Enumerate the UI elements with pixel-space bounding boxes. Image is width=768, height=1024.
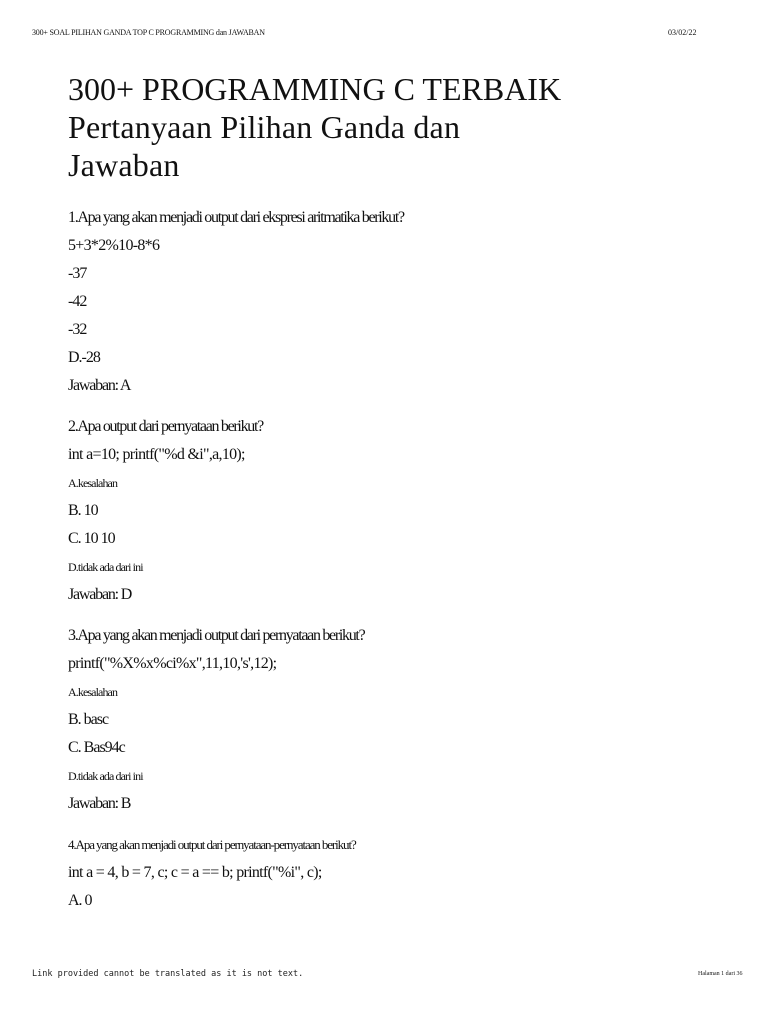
answer: Jawaban: A: [68, 377, 131, 394]
question-code: 5+3*2%10-8*6: [68, 237, 160, 254]
question-text: 3.Apa yang akan menjadi output dari pernyataan berikut?: [68, 627, 365, 644]
question-code: printf("%X%x%ci%x",11,10,'s',12);: [68, 655, 277, 672]
option: A.kesalahan: [68, 476, 118, 490]
question-code: int a=10; printf("%d &i",a,10);: [68, 446, 245, 463]
answer: Jawaban: D: [68, 586, 132, 603]
question-1: [68, 204, 718, 400]
option: -42: [68, 293, 87, 310]
option: D.-28: [68, 349, 100, 366]
question-3: [68, 622, 718, 818]
option: C. Bas94c: [68, 739, 125, 756]
subtitle-line-1: Pertanyaan Pilihan Ganda dan: [68, 109, 461, 145]
subtitle-line-2: Jawaban: [68, 147, 180, 183]
option: C. 10 10: [68, 530, 115, 547]
option: B. 10: [68, 502, 98, 519]
page-header-left: 300+ SOAL PILIHAN GANDA TOP C PROGRAMMING dan JAWABAN: [32, 28, 265, 37]
page-header-date: 03/02/22: [668, 28, 697, 37]
document-subtitle: [68, 108, 718, 184]
question-text: 1.Apa yang akan menjadi output dari ekspresi aritmatika berikut?: [68, 209, 404, 226]
question-text: 2.Apa output dari pernyataan berikut?: [68, 418, 263, 435]
option: D.tidak ada dari ini: [68, 769, 143, 783]
option: B. basc: [68, 711, 109, 728]
option: -32: [68, 321, 87, 338]
question-2: [68, 413, 718, 609]
question-4: [68, 831, 718, 915]
page-number: Halaman 1 dari 36: [698, 971, 743, 977]
footer-note: Link provided cannot be translated as it is not text.: [32, 969, 304, 979]
option: -37: [68, 265, 87, 282]
question-code: int a = 4, b = 7, c; c = a == b; printf("%i", c);: [68, 864, 322, 881]
option: A. 0: [68, 892, 92, 909]
option: D.tidak ada dari ini: [68, 560, 143, 574]
document-body: [68, 70, 718, 915]
document-title: 300+ PROGRAMMING C TERBAIK: [68, 71, 562, 107]
answer: Jawaban: B: [68, 795, 131, 812]
question-text: 4.Apa yang akan menjadi output dari pernyataan-pernyataan berikut?: [68, 837, 356, 852]
option: A.kesalahan: [68, 685, 118, 699]
